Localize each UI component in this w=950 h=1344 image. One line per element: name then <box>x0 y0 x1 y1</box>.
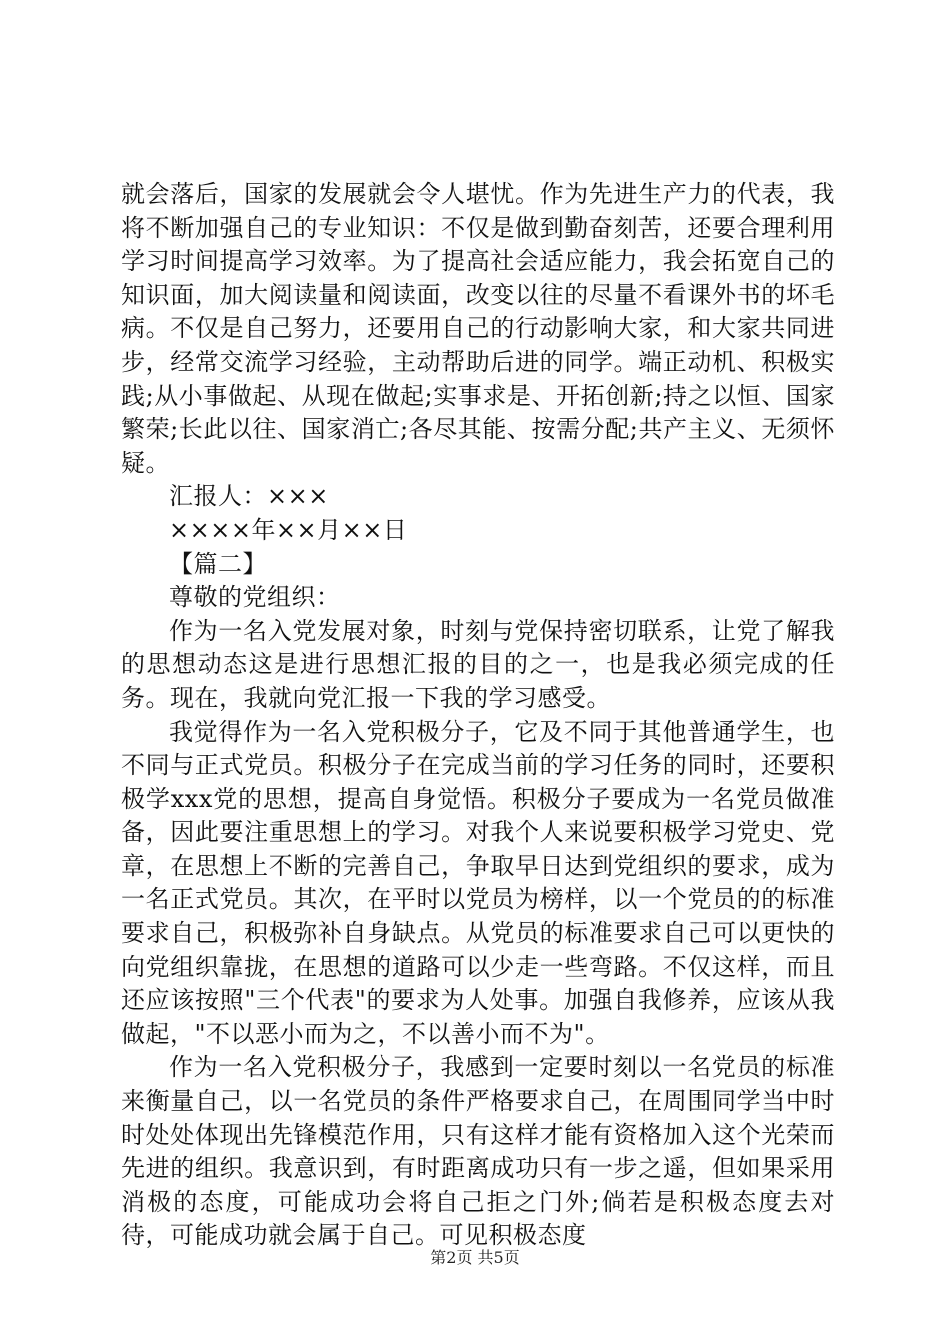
date-line: ××××年××月××日 <box>169 515 408 544</box>
paragraph-2: 作为一名入党发展对象，时刻与党保持密切联系，让党了解我的思想动态这是进行思想汇报的目的之一，也是我必须完成的任务。现在，我就向党汇报一下我的学习感受。 <box>121 616 835 712</box>
paragraph-3: 我觉得作为一名入党积极分子，它及不同于其他普通学生，也不同与正式党员。积极分子在完成当前的学习任务的同时，还要积极学xxx党的思想，提高自身觉悟。积极分子要成为一名党员做准备，因此要注重思想上的学习。对我个人来说要积极学习党史、党章，在思想上不断的完善自己，争取早日达到党组织的要求，成为一名正式党员。其次，在平时以党员为榜样，以一个党员的的标准要求自己，积极弥补自身缺点。从党员的标准要求自己可以更快的向党组织靠拢，在思想的道路可以少走一些弯路。不仅这样，而且还应该按照"三个代表"的要求为人处事。加强自我修养，应该从我做起，"不以恶小而为之，不以善小而不为"。 <box>121 717 835 1048</box>
page-number: 第2页 共5页 <box>430 1248 520 1267</box>
reporter-line: 汇报人：××× <box>169 482 329 511</box>
paragraph-4: 作为一名入党积极分子，我感到一定要时刻以一名党员的标准来衡量自己，以一名党员的条件严格要求自己，在周围同学当中时时处处体现出先锋模范作用，只有这样才能有资格加入这个光荣而先进的组织。我意识到，有时距离成功只有一步之遥，但如果采用消极的态度，可能成功会将自己拒之门外;倘若是积极态度去对待，可能成功就会属于自己。可见积极态度 <box>121 1053 835 1250</box>
section-heading: 【篇二】 <box>169 549 267 578</box>
document-body <box>121 178 835 1253</box>
paragraph-1: 就会落后，国家的发展就会令人堪忧。作为先进生产力的代表，我将不断加强自己的专业知识：不仅是做到勤奋刻苦，还要合理利用学习时间提高学习效率。为了提高社会适应能力，我会拓宽自己的知识面，加大阅读量和阅读面，改变以往的尽量不看课外书的坏毛病。不仅是自己努力，还要用自己的行动影响大家，和大家共同进步，经常交流学习经验，主动帮助后进的同学。端正动机、积极实践;从小事做起、从现在做起;实事求是、开拓创新;持之以恒、国家繁荣;长此以往、国家消亡;各尽其能、按需分配;共产主义、无须怀疑。 <box>121 180 835 477</box>
salutation: 尊敬的党组织： <box>169 583 341 612</box>
